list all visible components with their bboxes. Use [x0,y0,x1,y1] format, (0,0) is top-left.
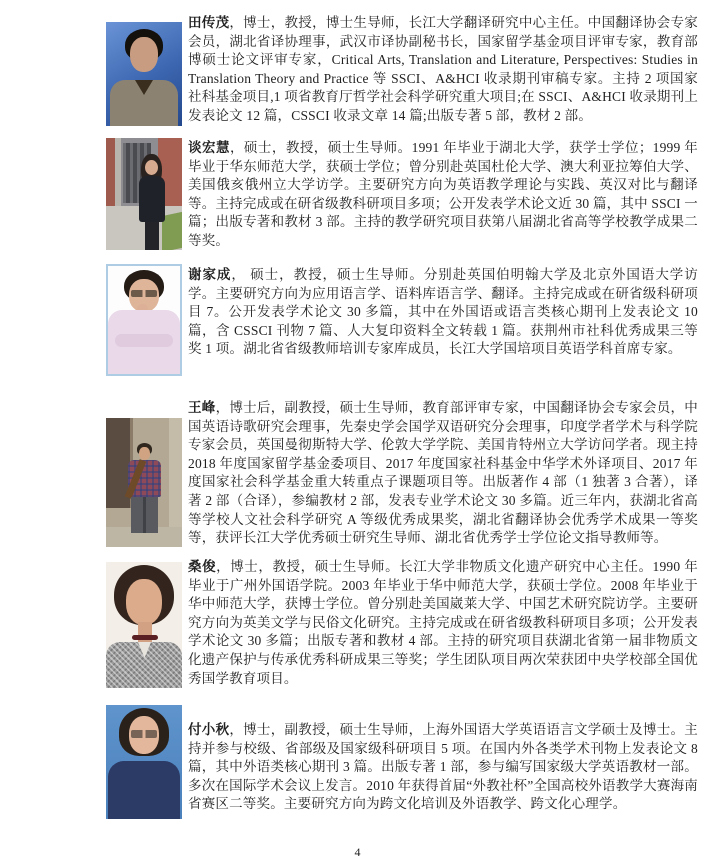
faculty-name: 谢家成 [188,267,232,282]
bio-text: ，硕士，教授，硕士生导师。1991 年毕业于湖北大学，获学士学位；1999 年毕业于华东师范大学，获硕士学位；曾分别赴英国杜伦大学、澳大利亚拉筹伯大学、美国俄亥俄州立大学访学。主要研究方向为英语教学理论与实践、英汉对比与翻译等。主持完成或在研省级教科研项目多项；公开发表学术论文近 30 篇，其中 SSCI 一篇；出版专著和教材 3 部。主持的教学研究项目获第八届湖北省高等学校教学成果二等奖。 [188,140,698,248]
photo-tian-chuanmao [106,22,182,126]
bio-paragraph [188,721,698,814]
bio-text: ，博士后，副教授，硕士生导师，教育部评审专家，中国翻译协会专家会员，中国英语诗歌研究会理事，先秦史学会国学双语研究分会理事，印度学者学术与科学院专家会员，英国曼彻斯特大学、伦敦大学学院、美国肯特州立大学访问学者。现主持 2018 年度国家留学基金委项目、2017 年度国家社科基金中华学术外译项目、2017 年度国家社会科学基金重大转重点子课题项目等。出版著作 4 部（1 独著 3 合著），译著 2 部（合译），参编教材 2 部，发表专业学术论文 30 多篇。近三年内，获湖北省高等学校人文社会科学研究 A 等级优秀成果奖，湖北省翻译协会优秀学术成果一等奖等，获评长江大学优秀硕士研究生导师、湖北省优秀学士学位论文指导教师等。 [188,400,698,546]
person-trousers [131,497,158,533]
person-face [145,160,158,175]
bio-text: ， 硕士，教授，硕士生导师。分别赴英国伯明翰大学及北京外国语大学访学。主要研究方向为应用语言学、语料库语言学、翻译。主持完成或在研省级科研项目 7。公开发表学术论文 30 多篇，其中在外国语或语言类核心期刊上发表论文 10 篇，含 CSSCI 刊物 7 篇、人大复印资料全文转载 1 篇。获荆州市社科优秀成果三等奖 1 项。湖北省省级教师培训专家库成员，长江大学国培项目英语学科首席专家。 [188,267,698,357]
person-glasses [131,730,157,738]
bio-text: ，博士，教授，博士生导师，长江大学翻译研究中心主任。中国翻译协会专家会员，湖北省译协理事，武汉市译协副秘书长，国家留学基金项目评审专家，教育部博硕士论文评审专家，Critical Arts, Translation and Literature, Perspectives: Studies in Translation Theory and Practice 等 SSCI、A&HCI 收录期刊审稿专家。主持 2 项国家社科基金项目,1 项省教育厅哲学社会科学研究重大项目;在 SSCI、A&HCI 收录期刊上发表论文 12 篇，CSSCI 收录文章 14 篇;出版专著 5 部，教材 2 部。 [188,15,699,123]
bio-paragraph [188,266,698,359]
faculty-name: 田传茂 [188,15,230,30]
faculty-name: 付小秋 [188,722,230,737]
person-face [126,579,162,625]
bio-paragraph [188,139,698,251]
person-navy-top [108,761,180,819]
person-face [139,447,150,460]
bio-text: ，博士，副教授，硕士生导师，上海外国语大学英语语言文学硕士及博士。主持并参与校级、省部级及国家级科研项目 5 项。在国内外各类学术刊物上发表论文 8 篇，其中外语类核心期刊 3 篇。出版专著 1 部，参与编写国家级大学英语教材一部。多次在国际学术会议上发言。2010 年获得首届“外教社杯”全国高校外语教学大赛海南省赛区二等奖。主要研究方向为跨文化培训及外语教学、跨文化心理学。 [188,722,698,812]
photo-fu-xiaoqiu [106,705,182,819]
photo-sang-jun [106,562,182,688]
person-neck [138,622,152,644]
photo-wang-feng [106,418,182,547]
photo-tan-honghui [106,138,182,250]
person-crossed-arm [115,334,173,347]
person-black-dress [139,176,165,222]
faculty-name: 桑俊 [188,559,217,574]
person-glasses [131,290,157,297]
bio-paragraph [188,399,698,548]
bio-paragraph [188,558,698,688]
photo-xie-jiacheng [106,264,182,376]
person-choker-necklace [132,635,158,640]
faculty-name: 谈宏慧 [188,140,230,155]
photo-grass [162,212,182,250]
page-number: 4 [354,845,361,859]
person-legs [145,222,159,250]
person-face [130,37,158,72]
faculty-name: 王峰 [188,400,216,415]
bio-text: ，博士，教授，硕士生导师。长江大学非物质文化遗产研究中心主任。1990 年毕业于广州外国语学院。2003 年毕业于华中师范大学，获硕士学位。2008 年毕业于华中师范大学，获博士学位。曾分别赴美国崴莱大学、中国艺术研究院访学。主要研究方向为英美文学与民俗文化研究。主持完成或在研省级教科研项目多项；公开发表学术论文 30 多篇；出版专著和教材 4 部。主持的研究项目获湖北省第一届非物质文化遗产保护与传承优秀科研成果三等奖；学生团队项目两次荣获团中央学校部全国优秀国学教育项目。 [188,559,698,686]
bio-paragraph [188,14,698,126]
